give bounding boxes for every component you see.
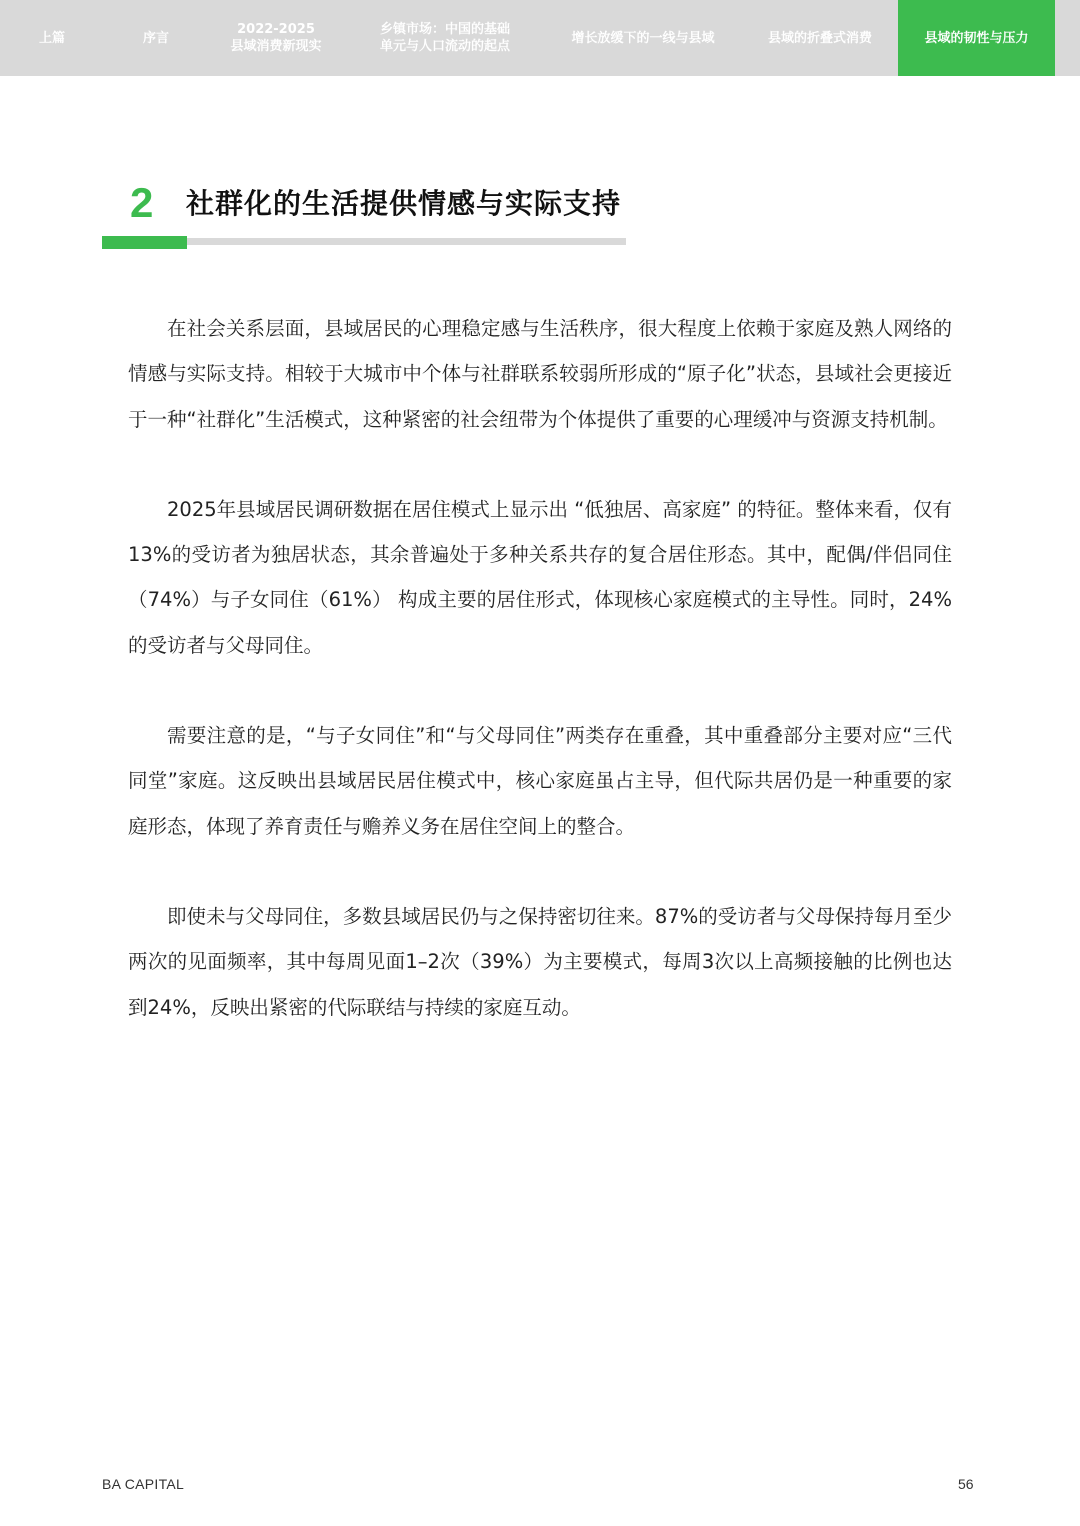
paragraph-3: 需要注意的是，“与子女同住”和“与父母同住”两类存在重叠，其中重叠部分主要对应“三代同堂”家庭。这反映出县域居民居住模式中，核心家庭虽占主导，但代际共居仍是一种重要的家庭形态，体现了养育责任与赡养义务在居住空间上的整合。 (128, 724, 952, 838)
nav-tab-label-line-2: 县域消费新现实 (230, 39, 322, 54)
nav-tab-label-line-1: 2022-2025 (237, 22, 315, 37)
title-underline-accent (102, 236, 187, 249)
nav-tab-resilience-and-pressure[interactable] (898, 0, 1055, 76)
nav-tab-label-line-2: 单元与人口流动的起点 (379, 39, 510, 54)
paragraph-1: 在社会关系层面，县域居民的心理稳定感与生活秩序，很大程度上依赖于家庭及熟人网络的情感与实际支持。相较于大城市中个体与社群联系较弱所形成的“原子化”状态，县域社会更接近于一种“社群化”生活模式，这种紧密的社会纽带为个体提供了重要的心理缓冲与资源支持机制。 (128, 317, 952, 431)
nav-tab-township-market[interactable] (344, 0, 546, 76)
nav-tab-growth-slowdown[interactable] (546, 0, 740, 76)
nav-tab-label: 序言 (142, 30, 169, 46)
nav-tab-label: 上篇 (38, 30, 65, 46)
nav-tab-label: 县域的韧性与压力 (924, 30, 1029, 46)
nav-tab-label: 增长放缓下的一线与县域 (571, 30, 715, 46)
nav-tab-county-consumption-reality[interactable] (208, 0, 344, 76)
nav-tab-label-line-1: 乡镇市场：中国的基础 (379, 22, 510, 37)
article-body (128, 306, 952, 1075)
section-title: 社群化的生活提供情感与实际支持 (186, 187, 622, 220)
nav-tab-label: 县域的折叠式消费 (767, 30, 872, 46)
paragraph-2: 2025年县域居民调研数据在居住模式上显示出 “低独居、高家庭” 的特征。整体来看，仅有13%的受访者为独居状态，其余普遍处于多种关系共存的复合居住形态。其中，配偶/伴侣同住（74%）与子女同住（61%） 构成主要的居住形式，体现核心家庭模式的主导性。同时，24%的受访者与父母同住。 (128, 497, 952, 657)
nav-tab-part-one[interactable] (0, 0, 104, 76)
footer-brand: BA CAPITAL (102, 1476, 185, 1492)
paragraph-4: 即使未与父母同住，多数县域居民仍与之保持密切往来。87%的受访者与父母保持每月至少两次的见面频率，其中每周见面1–2次（39%）为主要模式，每周3次以上高频接触的比例也达到24%，反映出紧密的代际联结与持续的家庭互动。 (128, 904, 952, 1019)
section-number: 2 (130, 179, 154, 226)
page-number: 56 (958, 1476, 974, 1492)
nav-tab-folded-consumption[interactable] (740, 0, 900, 76)
top-navigation-bar (0, 0, 1080, 76)
nav-tab-preface[interactable] (104, 0, 208, 76)
